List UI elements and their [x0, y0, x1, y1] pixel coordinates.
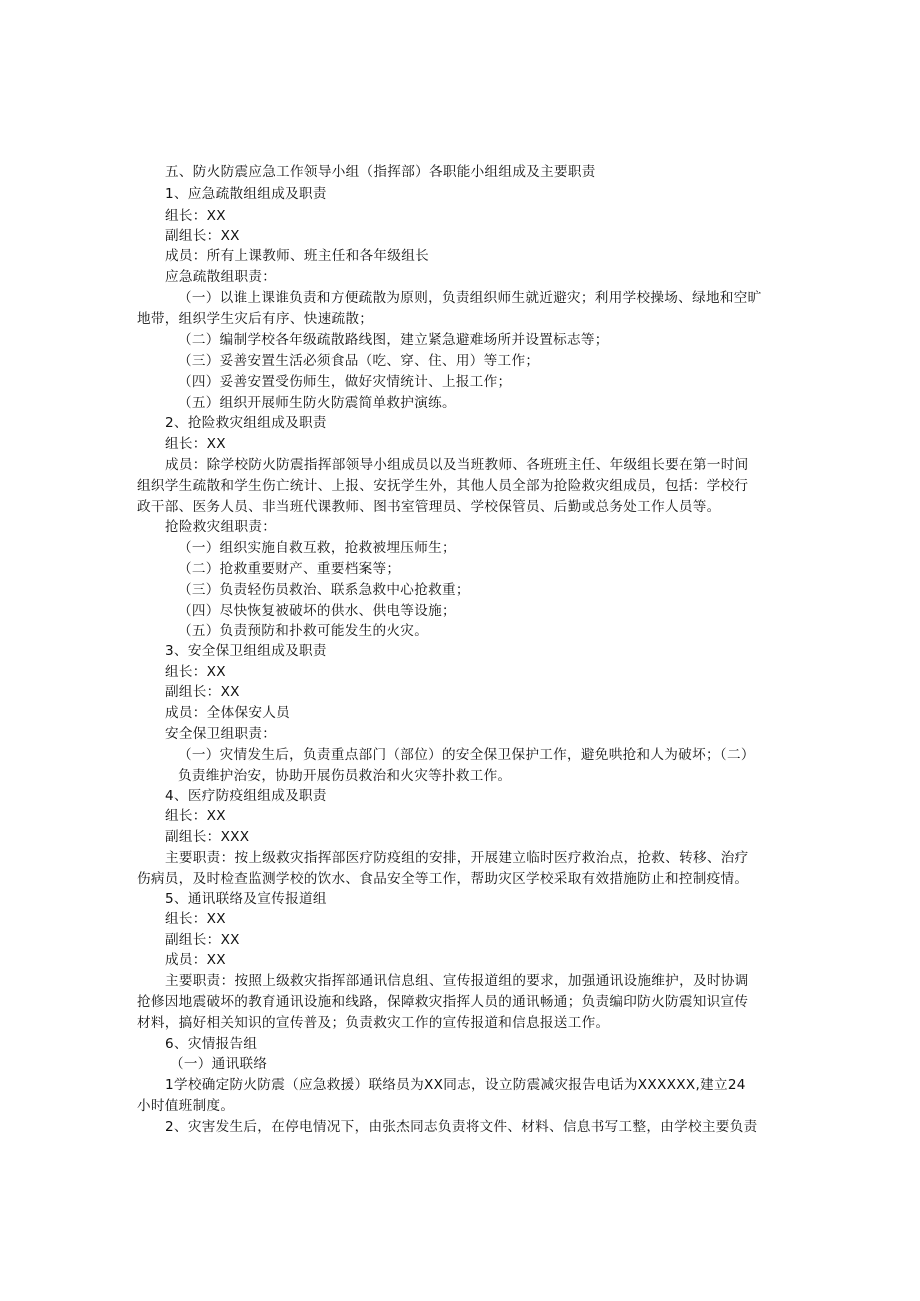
- duty-item: （五）组织开展师生防火防震简单救护演练。: [178, 395, 456, 411]
- duties-line: 主要职责：按上级救灾指挥部医疗防疫组的安排，开展建立临时医疗救治点，抢救、转移、治疗: [165, 850, 749, 866]
- section-title: 5、通讯联络及宣传报道组: [165, 891, 327, 907]
- section-title: 3、安全保卫组组成及职责: [165, 643, 327, 659]
- duty-item: （四）尽快恢复被破坏的供水、供电等设施；: [178, 603, 456, 619]
- duties-title: 抢险救灾组职责：: [165, 519, 277, 535]
- members-line: 成员：除学校防火防震指挥部领导小组成员以及当班教师、各班班主任、年级组长要在第一时间: [165, 457, 749, 473]
- section-title: 2、抢险救灾组组成及职责: [165, 415, 327, 431]
- duties-line-continued: 抢修因地震破坏的教育通讯设施和线路，保障救灾指挥人员的通讯畅通；负责编印防火防震知识宣传: [137, 994, 749, 1010]
- duty-item: （二）抢救重要财产、重要档案等；: [178, 561, 401, 577]
- report-item-continued: 小时值班制度。: [137, 1098, 235, 1114]
- members-line: 成员：全体保安人员: [165, 705, 291, 721]
- duty-item: （一）以谁上课谁负责和方便疏散为原则，负责组织师生就近避灾；利用学校操场、绿地和空旷: [178, 290, 762, 306]
- section-title: 4、医疗防疫组组成及职责: [165, 788, 327, 804]
- duty-item: （二）编制学校各年级疏散路线图，建立紧急避难场所并设置标志等；: [178, 332, 609, 348]
- duty-item: （一）组织实施自救互救，抢救被埋压师生；: [178, 540, 456, 556]
- leader-line: 组长：XX: [165, 436, 226, 452]
- duties-title: 应急疏散组职责：: [165, 269, 277, 285]
- section-title: 6、灾情报告组: [165, 1036, 258, 1052]
- report-item: 2、灾害发生后，在停电情况下，由张杰同志负责将文件、材料、信息书写工整，由学校主要负责: [165, 1119, 758, 1135]
- section-title: 1、应急疏散组组成及职责: [165, 186, 327, 202]
- deputy-line: 副组长：XXX: [165, 829, 250, 845]
- subsection-title: （一）通讯联络: [170, 1056, 268, 1072]
- members-line-continued: 政干部、医务人员、非当班代课教师、图书室管理员、学校保管员、后勤或总务处工作人员等。: [137, 499, 721, 515]
- duty-item: （三）负责轻伤员救治、联系急救中心抢救重；: [178, 582, 470, 598]
- duties-title: 安全保卫组职责：: [165, 726, 277, 742]
- members-line-continued: 组织学生疏散和学生伤亡统计、上报、安抚学生外，其他人员全部为抢险救灾组成员，包括：学校行: [137, 478, 749, 494]
- deputy-line: 副组长：XX: [165, 932, 240, 948]
- duties-line: 主要职责：按照上级救灾指挥部通讯信息组、宣传报道组的要求，加强通讯设施维护，及时协调: [165, 973, 749, 989]
- report-item: 1学校确定防火防震（应急救援）联络员为XX同志，设立防震减灾报告电话为XXXXXX,建立24: [165, 1077, 746, 1093]
- document-heading: 五、防火防震应急工作领导小组（指挥部）各职能小组组成及主要职责: [165, 164, 596, 180]
- duty-item: （四）妥善安置受伤师生，做好灾情统计、上报工作；: [178, 374, 512, 390]
- members-line: 成员：所有上课教师、班主任和各年级组长: [165, 248, 429, 264]
- deputy-line: 副组长：XX: [165, 684, 240, 700]
- duty-item-continued: 负责维护治安，协助开展伤员救治和火灾等扑救工作。: [178, 768, 512, 784]
- deputy-line: 副组长：XX: [165, 228, 240, 244]
- duties-line-continued: 伤病员，及时检查监测学校的饮水、食品安全等工作，帮助灾区学校采取有效措施防止和控制疫情。: [137, 871, 749, 887]
- leader-line: 组长：XX: [165, 808, 226, 824]
- leader-line: 组长：XX: [165, 911, 226, 927]
- duty-item: （五）负责预防和扑救可能发生的火灾。: [178, 623, 429, 639]
- duty-item: （三）妥善安置生活必须食品（吃、穿、住、用）等工作；: [178, 353, 540, 369]
- duty-item: （一）灾情发生后，负责重点部门（部位）的安全保卫保护工作，避免哄抢和人为破坏；（二）: [178, 747, 755, 763]
- members-line: 成员：XX: [165, 952, 226, 968]
- duty-item-continued: 地带，组织学生灾后有序、快速疏散；: [137, 311, 374, 327]
- duties-line-continued: 材料，搞好相关知识的宣传普及；负责救灾工作的宣传报道和信息报送工作。: [137, 1015, 610, 1031]
- leader-line: 组长：XX: [165, 664, 226, 680]
- leader-line: 组长：XX: [165, 208, 226, 224]
